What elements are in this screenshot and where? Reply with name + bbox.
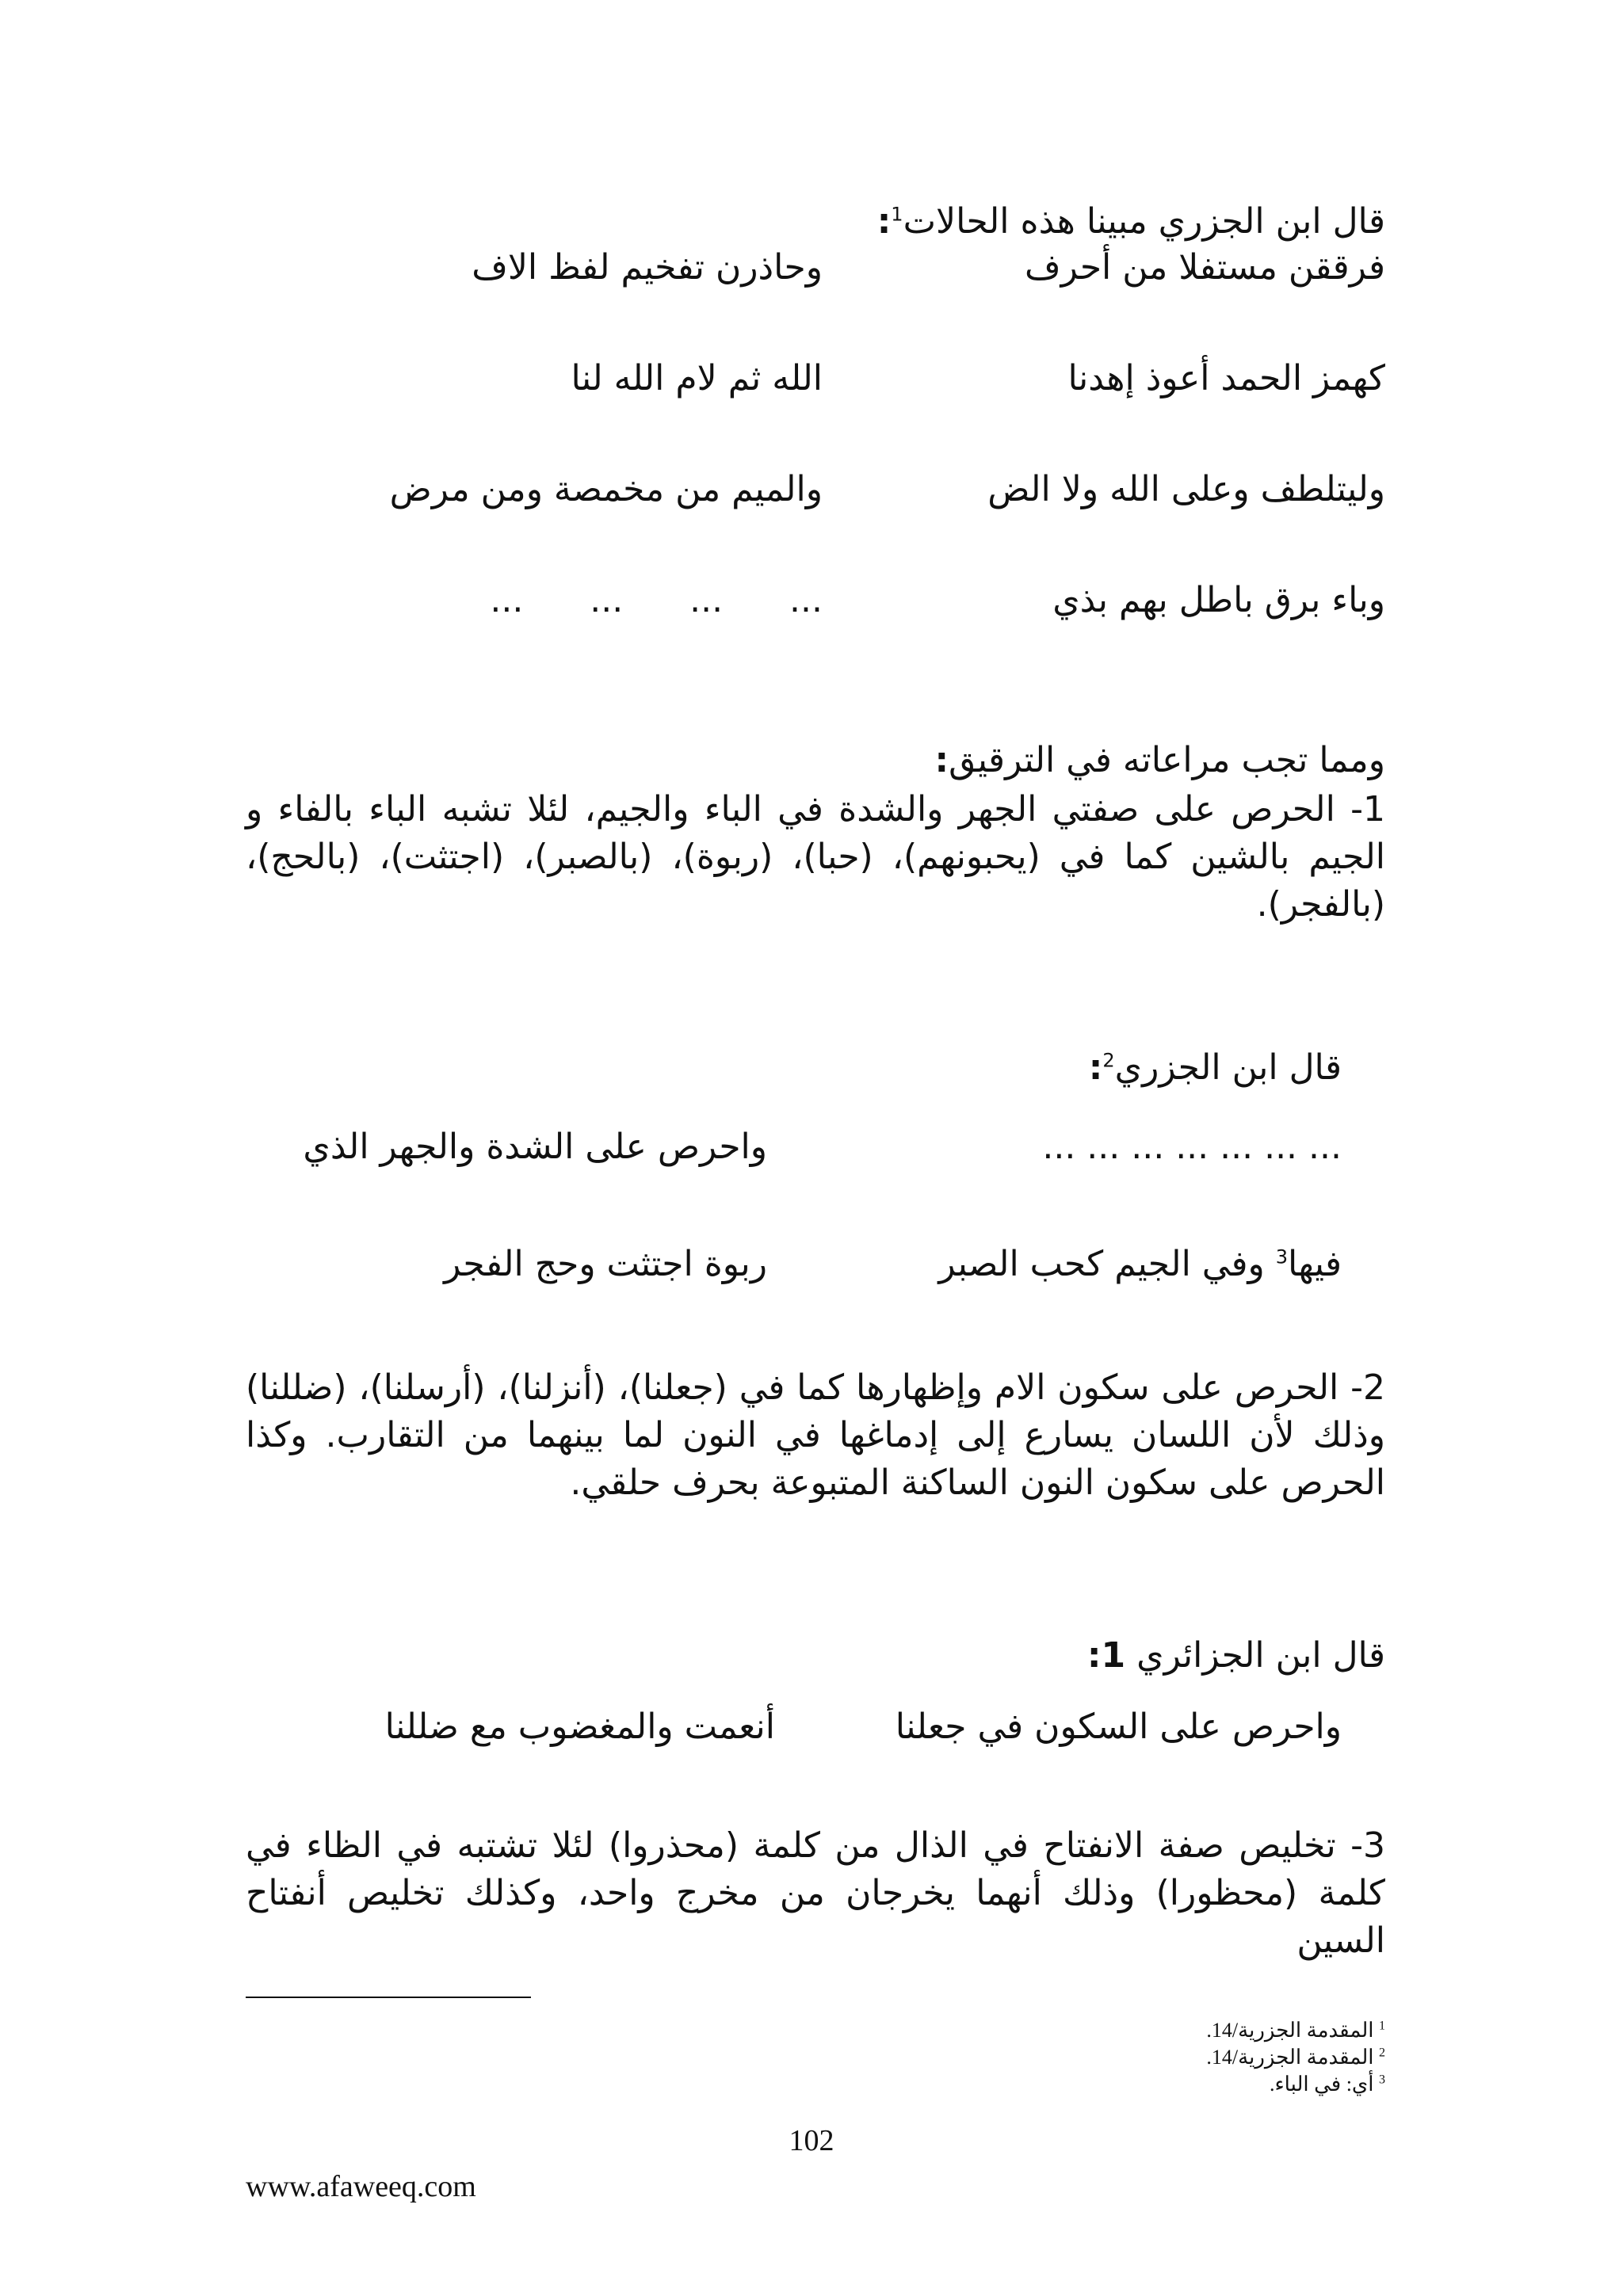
- footnote-ref: 2: [1102, 1049, 1115, 1072]
- footnote-text: المقدمة الجزرية/14.: [1206, 2019, 1374, 2042]
- verse-4-left: ... ... ... ...: [490, 580, 823, 620]
- verse-2-left: الله ثم لام الله لنا: [571, 358, 823, 399]
- verse-text: وفي الجيم كحب الصبر: [938, 1244, 1276, 1284]
- verse-7-left: أنعمت والمغضوب مع ضللنا: [384, 1707, 775, 1747]
- verse-7-right: واحرص على السكون في جعلنا: [895, 1707, 1342, 1747]
- verse-3-right: وليتلطف وعلى الله ولا الض: [987, 469, 1385, 509]
- verse-1-left: وحاذرن تفخيم لفظ الاف: [472, 247, 823, 288]
- verse-6-right: [938, 1241, 1342, 1288]
- heading-colon: :: [1086, 1635, 1102, 1676]
- heading-text: قال ابن الجزري مبينا هذه الحالات: [903, 201, 1385, 242]
- footnote-2: [1206, 2046, 1385, 2069]
- section-heading-ibn-jazari-states: [877, 198, 1385, 246]
- website-link[interactable]: www.afaweeq.com: [246, 2170, 476, 2203]
- verse-5-right: ... ... ... ... ... ... ...: [1042, 1127, 1342, 1167]
- page-number: 102: [789, 2124, 834, 2157]
- verse-1-right: فرققن مستفلا من أحرف: [1024, 247, 1385, 288]
- footnote-ref: 1: [891, 203, 903, 226]
- paragraph-3: 3- تخليص صفة الانفتاح في الذال من كلمة (محذروا) لئلا تشتبه في الظاء في كلمة (محظورا) وذلك أنهما يخرجان من مخرج واحد، وكذلك تخليص أنفتاح السين: [246, 1825, 1385, 1961]
- verse-4-right: وباء برق باطل بهم بذي: [1052, 580, 1385, 620]
- section-heading-tarqiq: [934, 737, 1385, 784]
- footnote-separator: [246, 1997, 531, 1998]
- footnote-ref: 3: [1275, 1245, 1288, 1268]
- footnote-number: 3: [1379, 2073, 1385, 2087]
- verse-6-left: ربوة اجتثت وحج الفجر: [444, 1244, 767, 1284]
- heading-text: قال ابن الجزري: [1114, 1047, 1342, 1088]
- heading-colon: :: [876, 201, 892, 242]
- heading-text: قال ابن الجزائري: [1125, 1635, 1385, 1676]
- verse-2-right: كهمز الحمد أعوذ إهدنا: [1067, 358, 1385, 399]
- footnote-number: 1: [1379, 2019, 1385, 2033]
- footnote-text: المقدمة الجزرية/14.: [1206, 2046, 1374, 2069]
- paragraph-2: 2- الحرص على سكون الام وإظهارها كما في (جعلنا)، (أنزلنا)، (أرسلنا)، (ضللنا) وذلك لأن اللسان يسارع إلى إدماغها في النون لما بينهما من التقارب. وكذا الحرص على سكون النون الساكنة المتبوعة بحرف حلقي.: [246, 1367, 1385, 1503]
- heading-colon: :: [1088, 1047, 1103, 1088]
- footnote-1: [1206, 2019, 1385, 2042]
- section-heading-ibn-jazari-2: [1089, 1044, 1342, 1092]
- footnote-3: [1270, 2073, 1385, 2096]
- heading-colon: :: [934, 740, 949, 780]
- verse-3-left: والميم من مخمصة ومن مرض: [389, 469, 823, 509]
- footnote-text: أي: في الباء.: [1269, 2073, 1374, 2096]
- paragraph-1: 1- الحرص على صفتي الجهر والشدة في الباء والجيم، لئلا تشبه الباء بالفاء و الجيم بالشين كما في (يحبونهم)، (حبا)، (ربوة)، (بالصبر)، (اجتثت)، (بالحج)، (بالفجر).: [246, 789, 1385, 925]
- verse-text: فيها: [1288, 1244, 1342, 1284]
- footnote-number: 2: [1379, 2046, 1385, 2060]
- heading-text: ومما تجب مراعاته في الترقيق: [949, 740, 1385, 780]
- verse-5-left: واحرص على الشدة والجهر الذي: [303, 1127, 767, 1167]
- section-heading-ibn-jazairi: [1087, 1632, 1385, 1680]
- footnote-ref: 1: [1101, 1635, 1126, 1676]
